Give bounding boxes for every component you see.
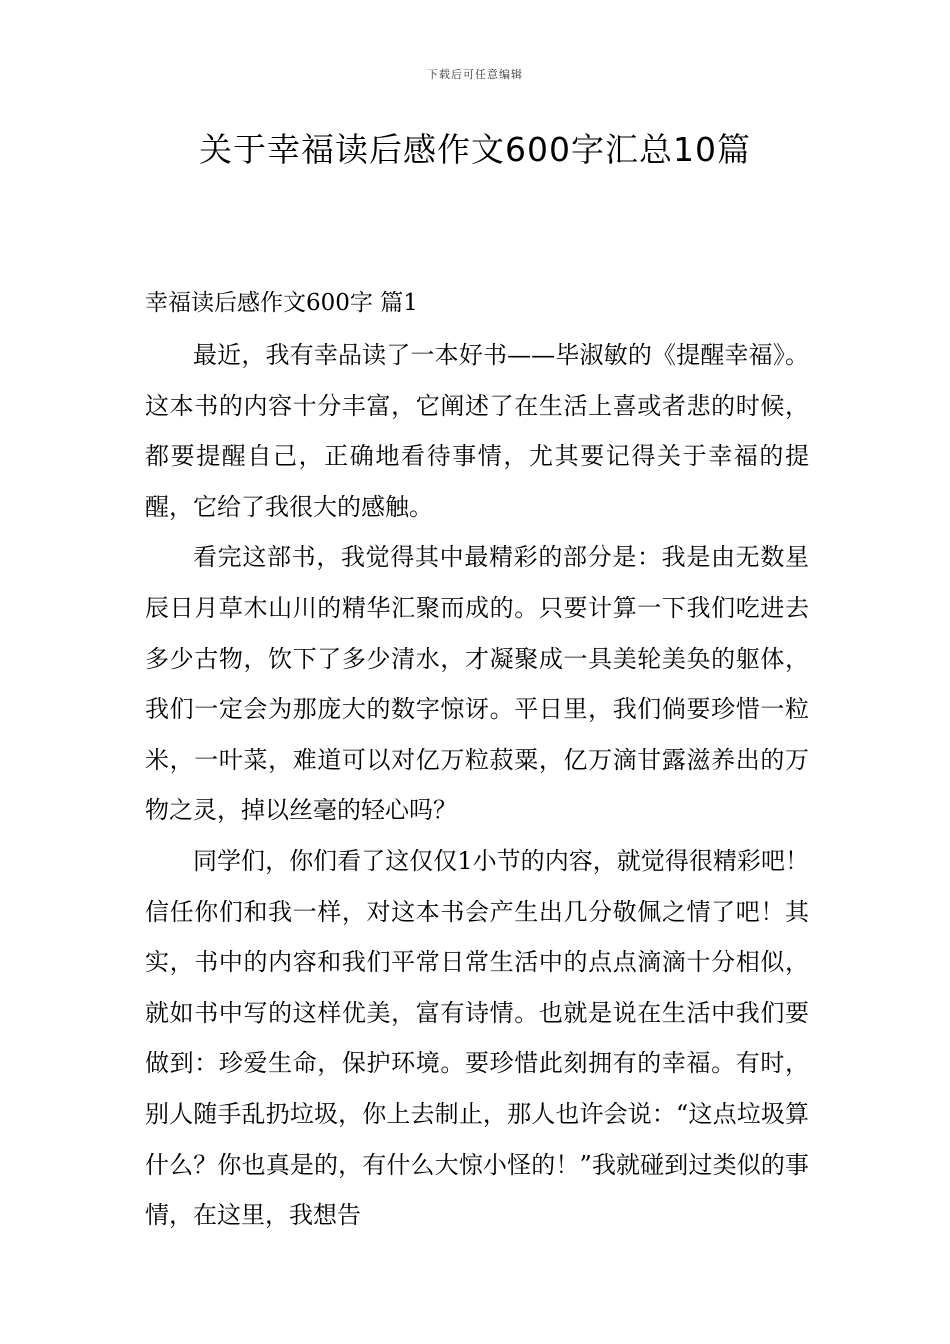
body-text [145, 330, 809, 1241]
header-note: 下载后可任意编辑 [427, 68, 523, 81]
paragraph-1: 最近，我有幸品读了一本好书——毕淑敏的《提醒幸福》。这本书的内容十分丰富，它阐述了在生活上喜或者悲的时候，都要提醒自己，正确地看待事情，尤其要记得关于幸福的提醒，它给了我很大的感触。 [145, 341, 809, 521]
section-heading: 幸福读后感作文600字 篇1 [145, 290, 418, 316]
document-title: 关于幸福读后感作文600字汇总10篇 [199, 130, 751, 169]
paragraph-3: 同学们，你们看了这仅仅1小节的内容，就觉得很精彩吧！信任你们和我一样，对这本书会产生出几分敬佩之情了吧！其实，书中的内容和我们平常日常生活中的点点滴滴十分相似，就如书中写的这样优美，富有诗情。也就是说在生活中我们要做到：珍爱生命，保护环境。要珍惜此刻拥有的幸福。有时，别人随手乱扔垃圾，你上去制止，那人也许会说：“这点垃圾算什么？你也真是的，有什么大惊小怪的！”我就碰到过类似的事情，在这里，我想告 [145, 846, 809, 1230]
paragraph-2: 看完这部书，我觉得其中最精彩的部分是：我是由无数星辰日月草木山川的精华汇聚而成的。只要计算一下我们吃进去多少古物，饮下了多少清水，才凝聚成一具美轮美奂的躯体，我们一定会为那庞大的数字惊讶。平日里，我们倘要珍惜一粒米，一叶菜，难道可以对亿万粒菽粟，亿万滴甘露滋养出的万物之灵，掉以丝毫的轻心吗？ [145, 543, 809, 825]
